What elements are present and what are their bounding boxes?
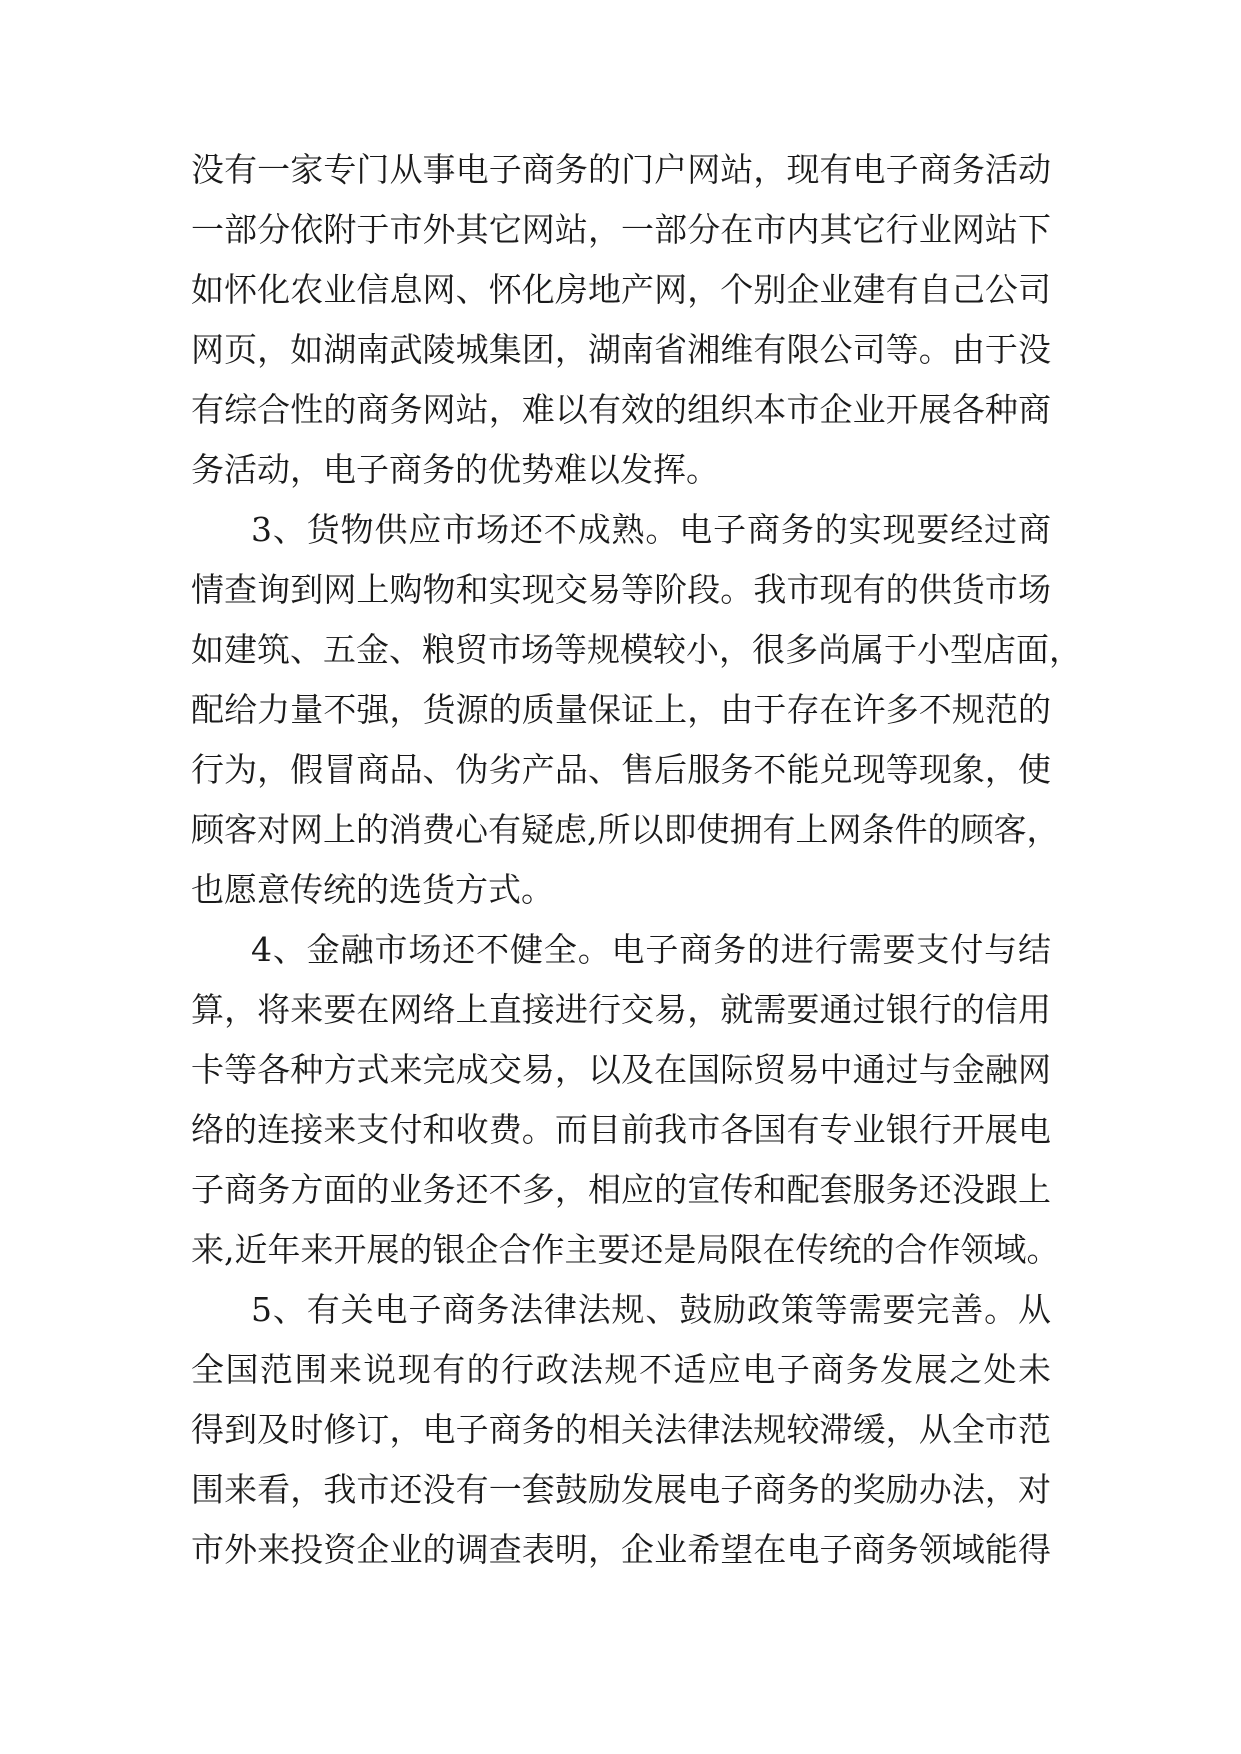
text-line: 网页，如湖南武陵城集团，湖南省湘维有限公司等。由于没 [191, 330, 1051, 369]
text-line: 一部分依附于市外其它网站，一部分在市内其它行业网站下 [191, 210, 1051, 249]
text-line: 有综合性的商务网站，难以有效的组织本市企业开展各种商 [191, 390, 1051, 429]
paragraph-5-first-line: 5、有关电子商务法律法规、鼓励政策等需要完善。从 [251, 1290, 1051, 1329]
text-line: 卡等各种方式来完成交易，以及在国际贸易中通过与金融网 [191, 1050, 1051, 1089]
text-line: 得到及时修订，电子商务的相关法律法规较滞缓，从全市范 [191, 1410, 1051, 1449]
text-line: 如怀化农业信息网、怀化房地产网，个别企业建有自己公司 [191, 270, 1051, 309]
text-line: 行为，假冒商品、伪劣产品、售后服务不能兑现等现象，使 [191, 750, 1051, 789]
text-line: 务活动，电子商务的优势难以发挥。 [191, 450, 719, 489]
text-line: 顾客对网上的消费心有疑虑,所以即使拥有上网条件的顾客， [191, 810, 1060, 849]
paragraph-3-first-line: 3、货物供应市场还不成熟。电子商务的实现要经过商 [251, 510, 1051, 549]
text-line: 来,近年来开展的银企合作主要还是局限在传统的合作领域。 [191, 1230, 1060, 1269]
text-line: 络的连接来支付和收费。而目前我市各国有专业银行开展电 [191, 1110, 1051, 1149]
text-line: 全国范围来说现有的行政法规不适应电子商务发展之处未 [191, 1350, 1051, 1389]
document-body [191, 140, 1082, 1580]
text-line: 算，将来要在网络上直接进行交易，就需要通过银行的信用 [191, 990, 1051, 1029]
text-line: 如建筑、五金、粮贸市场等规模较小，很多尚属于小型店面， [191, 630, 1082, 669]
text-line: 情查询到网上购物和实现交易等阶段。我市现有的供货市场 [191, 570, 1051, 609]
text-line: 没有一家专门从事电子商务的门户网站，现有电子商务活动 [191, 150, 1051, 189]
text-line: 子商务方面的业务还不多，相应的宣传和配套服务还没跟上 [191, 1170, 1051, 1209]
paragraph-4-first-line: 4、金融市场还不健全。电子商务的进行需要支付与结 [251, 930, 1051, 969]
text-line: 围来看，我市还没有一套鼓励发展电子商务的奖励办法，对 [191, 1470, 1051, 1509]
text-line: 配给力量不强，货源的质量保证上，由于存在许多不规范的 [191, 690, 1051, 729]
text-line: 市外来投资企业的调查表明，企业希望在电子商务领域能得 [191, 1530, 1051, 1569]
text-line: 也愿意传统的选货方式。 [191, 870, 554, 909]
